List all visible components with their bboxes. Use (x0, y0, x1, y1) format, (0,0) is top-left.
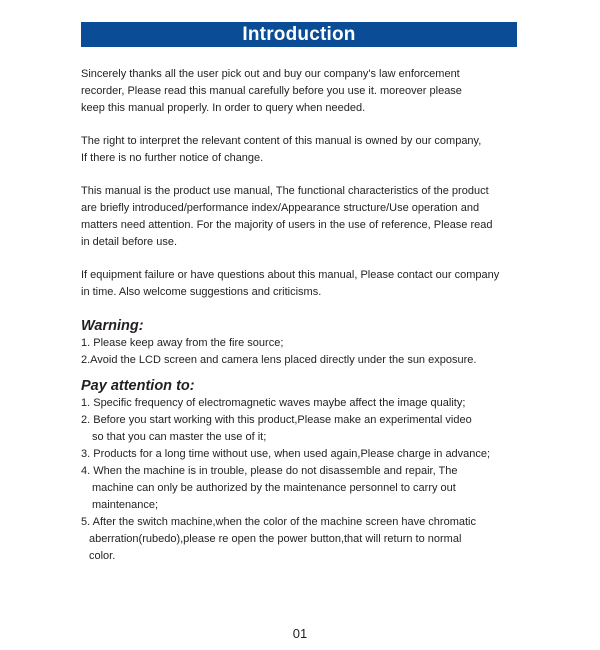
paragraph-line: matters need attention. For the majority of users in the use of reference, Please read (81, 219, 493, 231)
paragraph-line: If equipment failure or have questions about this manual, Please contact our company (81, 269, 500, 281)
paragraph-line: are briefly introduced/performance index/Appearance structure/Use operation and (81, 202, 480, 214)
list-item-line: 2. Before you start working with this product,Please make an experimental video (81, 414, 472, 426)
list-item (81, 412, 526, 446)
paragraph-line: keep this manual properly. In order to query when needed. (81, 102, 366, 114)
page-number: 01 (292, 626, 308, 641)
paragraph-line: This manual is the product use manual, The functional characteristics of the product (81, 185, 489, 197)
intro-paragraph-2 (81, 133, 526, 167)
paragraph-line: If there is no further notice of change. (81, 152, 264, 164)
paragraph-line: Sincerely thanks all the user pick out and buy our company's law enforcement (81, 68, 460, 80)
list-item-line: 3. Products for a long time without use, when used again,Please charge in advance; (81, 448, 491, 460)
attention-heading: Pay attention to: (81, 378, 195, 394)
list-item-line: 2.Avoid the LCD screen and camera lens placed directly under the sun exposure. (81, 354, 477, 366)
list-item-line: aberration(rubedo),please re open the power button,that will return to normal (89, 533, 462, 545)
list-item-line: machine can only be authorized by the maintenance personnel to carry out (92, 482, 456, 494)
list-item-line: 1. Please keep away from the fire source; (81, 337, 284, 349)
warning-heading: Warning: (81, 318, 144, 334)
list-item (81, 514, 526, 565)
list-item-line: 4. When the machine is in trouble, please do not disassemble and repair, The (81, 465, 458, 477)
list-item (81, 395, 526, 412)
list-item (81, 352, 526, 369)
list-item-line: color. (89, 550, 116, 562)
warning-list (81, 335, 526, 369)
paragraph-line: in time. Also welcome suggestions and criticisms. (81, 286, 322, 298)
paragraph-line: The right to interpret the relevant content of this manual is owned by our company, (81, 135, 482, 147)
list-item-line: maintenance; (92, 499, 159, 511)
intro-paragraph-1 (81, 66, 526, 117)
list-item (81, 335, 526, 352)
attention-list (81, 395, 526, 565)
intro-paragraph-4 (81, 267, 526, 301)
list-item (81, 463, 526, 514)
intro-paragraph-3 (81, 183, 526, 251)
manual-content (81, 66, 526, 565)
page-title: Introduction (242, 23, 356, 45)
paragraph-line: recorder, Please read this manual carefully before you use it. moreover please (81, 85, 462, 97)
list-item (81, 446, 526, 463)
paragraph-line: in detail before use. (81, 236, 178, 248)
list-item-line: 1. Specific frequency of electromagnetic waves maybe affect the image quality; (81, 397, 466, 409)
list-item-line: so that you can master the use of it; (92, 431, 267, 443)
list-item-line: 5. After the switch machine,when the color of the machine screen have chromatic (81, 516, 476, 528)
title-banner (81, 22, 517, 47)
